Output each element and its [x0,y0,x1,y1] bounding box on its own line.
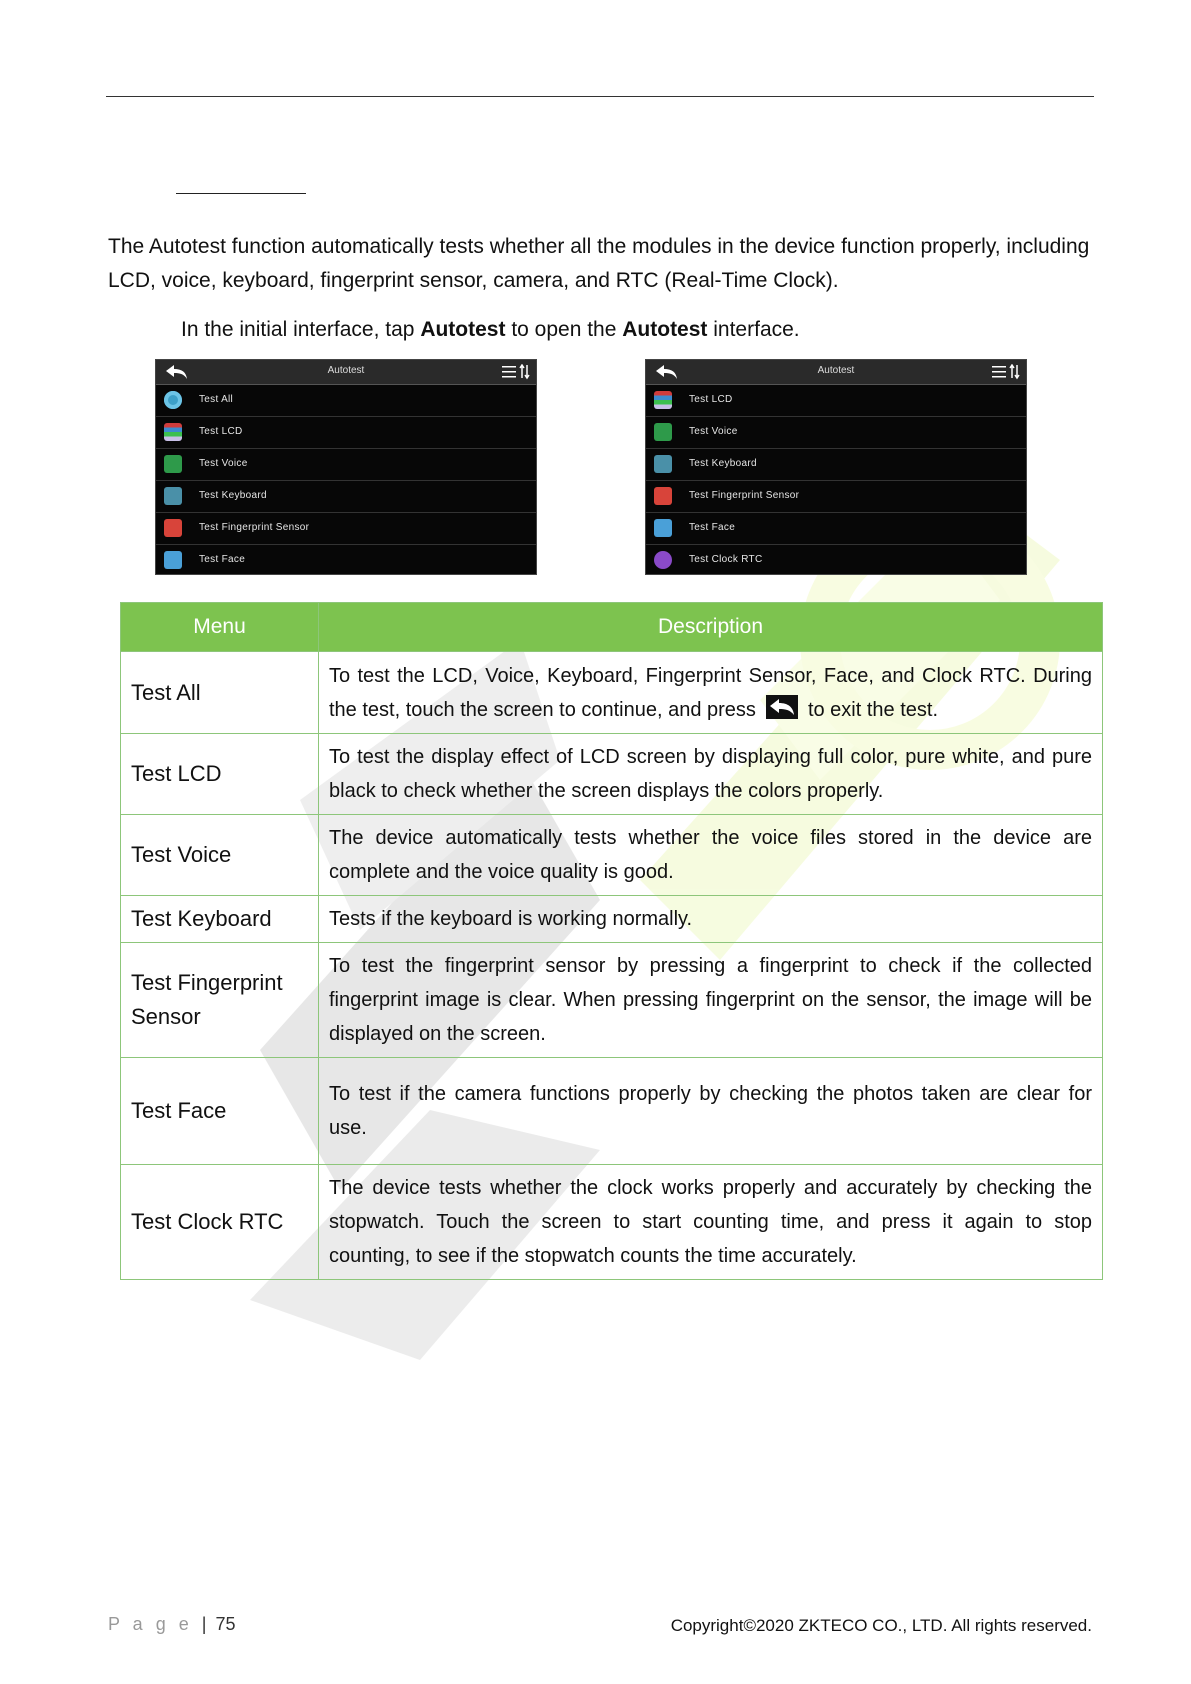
instruction-step: In the initial interface, tap Autotest to open the Autotest interface. [181,318,800,341]
description-cell: To test the display effect of LCD screen by displaying full color, pure white, and pure black to check whether the screen displays the colors properly. [319,734,1103,815]
menu-cell: Test Fingerprint Sensor [121,943,319,1058]
description-column-header: Description [319,603,1103,652]
description-cell: The device tests whether the clock works properly and accurately by checking the stopwatch. Touch the screen to start counting time, and press it again to stop counting, to see if the stopwatch counts the time accurately. [319,1165,1103,1280]
description-cell: The device automatically tests whether the voice files stored in the device are complete and the voice quality is good. [319,815,1103,896]
display-icon [164,423,182,441]
menu-row-test-face[interactable]: Test Face [156,545,536,575]
autotest-screenshot-left [155,359,537,575]
face-icon [164,551,182,569]
menu-row-test-keyboard[interactable]: Test Keyboard [156,481,536,513]
menu-row-test-lcd[interactable]: Test LCD [646,385,1026,417]
menu-row-test-voice[interactable]: Test Voice [646,417,1026,449]
autotest-screenshot-right [645,359,1027,575]
menu-cell: Test Face [121,1058,319,1165]
speaker-icon [654,423,672,441]
table-row [121,896,1103,943]
menu-cell: Test All [121,652,319,734]
menu-cell: Test LCD [121,734,319,815]
menu-row-test-keyboard[interactable]: Test Keyboard [646,449,1026,481]
keyboard-icon [654,455,672,473]
menu-cell: Test Voice [121,815,319,896]
table-row [121,815,1103,896]
sort-menu-icon[interactable] [502,364,530,380]
menu-row-test-clock-rtc[interactable]: Test Clock RTC [646,545,1026,575]
header-rule [106,96,1094,97]
menu-row-test-face[interactable]: Test Face [646,513,1026,545]
section-heading-underline [176,193,306,194]
settings-icon [164,391,182,409]
clock-icon [654,551,672,569]
screen-title: Autotest [327,365,365,376]
menu-row-test-all[interactable]: Test All [156,385,536,417]
screen-title-bar [646,360,1026,385]
sort-menu-icon[interactable] [992,364,1020,380]
page-number: P a g e | 75 [108,1614,236,1634]
fingerprint-icon [164,519,182,537]
autotest-menu-table [120,602,1103,1280]
description-cell: Tests if the keyboard is working normally. [319,896,1103,943]
menu-cell: Test Clock RTC [121,1165,319,1280]
copyright-notice: Copyright©2020 ZKTECO CO., LTD. All rights reserved. [670,1616,1092,1635]
table-row [121,652,1103,734]
description-cell: To test the LCD, Voice, Keyboard, Fingerprint Sensor, Face, and Clock RTC. During the test, touch the screen to continue, and press to exit the test. [319,652,1103,734]
back-arrow-icon [766,695,798,719]
intro-paragraph: The Autotest function automatically tests whether all the modules in the device function properly, including LCD, voice, keyboard, fingerprint sensor, camera, and RTC (Real-Time Clock). [108,235,1090,292]
fingerprint-icon [654,487,672,505]
menu-cell: Test Keyboard [121,896,319,943]
table-row [121,943,1103,1058]
menu-row-test-lcd[interactable]: Test LCD [156,417,536,449]
menu-row-test-fingerprint-sensor[interactable]: Test Fingerprint Sensor [156,513,536,545]
table-header-row [121,603,1103,652]
table-row [121,1165,1103,1280]
keyboard-icon [164,487,182,505]
table-row [121,1058,1103,1165]
display-icon [654,391,672,409]
speaker-icon [164,455,182,473]
screen-title-bar [156,360,536,385]
table-row [121,734,1103,815]
menu-row-test-voice[interactable]: Test Voice [156,449,536,481]
face-icon [654,519,672,537]
screen-title: Autotest [817,365,855,376]
menu-row-test-fingerprint-sensor[interactable]: Test Fingerprint Sensor [646,481,1026,513]
description-cell: To test the fingerprint sensor by pressing a fingerprint to check if the collected fingerprint image is clear. When pressing fingerprint on the sensor, the image will be displayed on the screen. [319,943,1103,1058]
description-cell: To test if the camera functions properly by checking the photos taken are clear for use. [319,1058,1103,1165]
menu-column-header: Menu [121,603,319,652]
